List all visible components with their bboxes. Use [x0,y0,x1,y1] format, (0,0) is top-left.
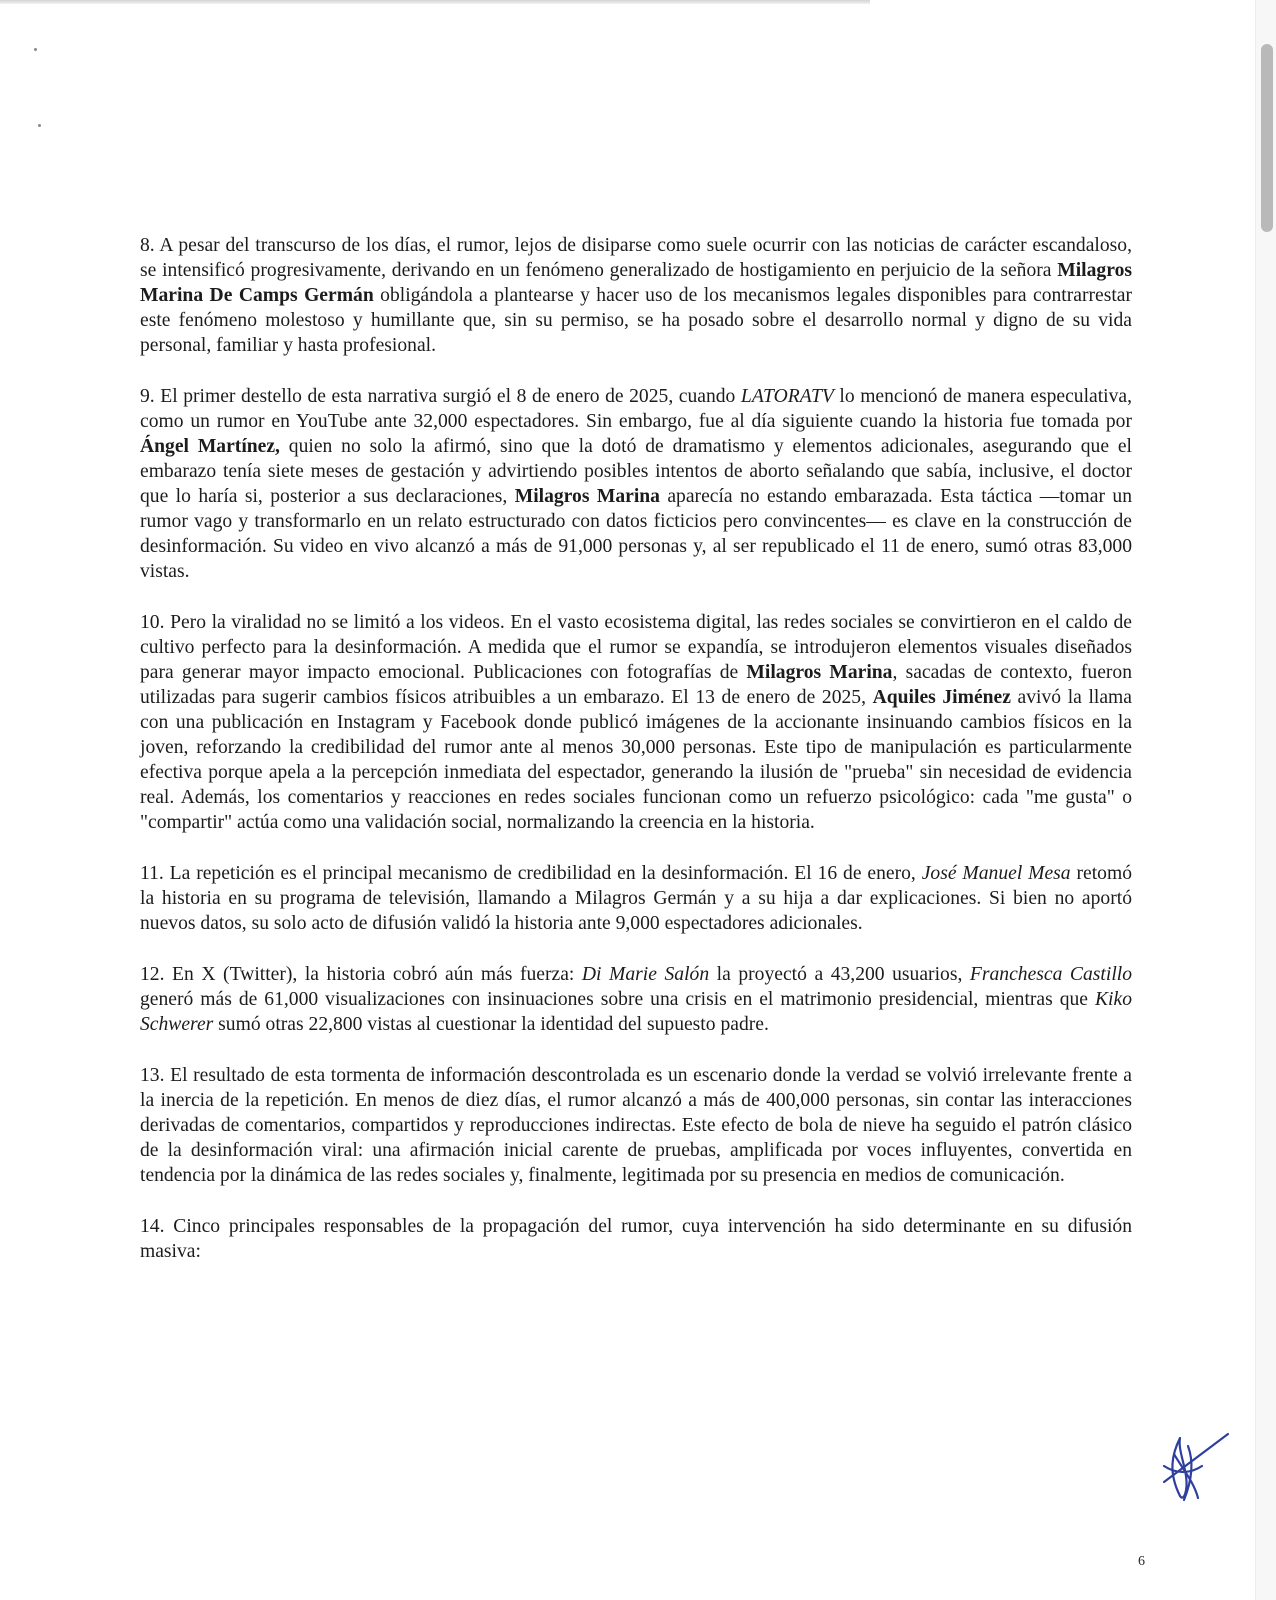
paragraph-text: obligándola a plantearse y hacer uso de los mecanismos legales disponibles para contrarrestar este fenómeno molestoso y humillante que, sin su permiso, se ha posado sobre el desarrollo normal y digno de su vida personal, familiar y hasta profesional. [140,285,1132,356]
scan-speck [38,124,41,127]
bold-text: Ángel Martínez, [140,436,280,457]
italic-text: José Manuel Mesa [921,863,1071,884]
paragraph-6 [140,1063,1132,1188]
paragraph-text: aparecía no estando embarazada. Esta táctica —tomar un rumor vago y transformarlo en un relato estructurado con datos ficticios pero convincentes— es clave en la construcción de desinformación. Su video en vivo alcanzó a más de 91,000 personas y, al ser republicado el 11 de enero, sumó otras 83,000 vistas. [140,486,1132,582]
scrollbar-thumb[interactable] [1261,44,1273,232]
paragraph-text: 10. Pero la viralidad no se limitó a los videos. En el vasto ecosistema digital, las redes sociales se convirtieron en el caldo de cultivo perfecto para la desinformación. A medida que el rumor se expandía, se introdujeron elementos visuales diseñados para generar mayor impacto emocional. Publicaciones con fotografías de [140,612,1132,683]
document-body [140,233,1132,1290]
bold-text: Milagros Marina [746,662,893,683]
top-edge-shadow [0,0,870,4]
paragraph-2 [140,384,1132,584]
paragraph-1 [140,233,1132,358]
paragraph-text: generó más de 61,000 visualizaciones con insinuaciones sobre una crisis en el matrimonio presidencial, mientras que [140,989,1095,1010]
paragraph-text: 11. La repetición es el principal mecanismo de credibilidad en la desinformación. El 16 de enero, [140,863,922,884]
paragraph-text: 13. El resultado de esta tormenta de información descontrolada es un escenario donde la verdad se volvió irrelevante frente a la inercia de la repetición. En menos de diez días, el rumor alcanzó a más de 400,000 personas, sin contar las interacciones derivadas de comentarios, compartidos y reproducciones indirectas. Este efecto de bola de nieve ha seguido el patrón clásico de la desinformación viral: una afirmación inicial carente de pruebas, amplificada por voces influyentes, convertida en tendencia por la dinámica de las redes sociales y, finalmente, legitimada por su presencia en medios de comunicación. [140,1065,1132,1186]
scan-speck [34,48,37,51]
handwritten-signature [1158,1428,1234,1508]
italic-text: LATORATV [740,386,834,407]
paragraph-text: avivó la llama con una publicación en Instagram y Facebook donde publicó imágenes de la accionante insinuando cambios físicos en la joven, reforzando la credibilidad del rumor ante al menos 30,000 personas. Este tipo de manipulación es particularmente efectiva porque apela a la percepción inmediata del espectador, generando la ilusión de "prueba" sin necesidad de evidencia real. Además, los comentarios y reacciones en redes sociales funcionan como un refuerzo psicológico: cada "me gusta" o "compartir" actúa como una validación social, normalizando la creencia en la historia. [140,687,1132,833]
italic-text: Kiko Schwerer [140,989,1132,1035]
italic-text: Di Marie Salón [581,964,710,985]
paragraph-text: , sacadas de contexto, fueron utilizadas para sugerir cambios físicos atribuibles a un embarazo. El 13 de enero de 2025, [140,662,1133,708]
paragraph-text: 14. Cinco principales responsables de la propagación del rumor, cuya intervención ha sido determinante en su difusión masiva: [140,1216,1132,1262]
paragraph-7 [140,1214,1132,1264]
bold-text: Aquiles Jiménez [872,687,1011,708]
paragraph-4 [140,861,1132,936]
paragraph-5 [140,962,1132,1037]
bold-text: Milagros Marina [514,486,660,507]
scrollbar-track[interactable] [1255,0,1276,1600]
paragraph-text: 8. A pesar del transcurso de los días, el rumor, lejos de disiparse como suele ocurrir con las noticias de carácter escandaloso, se intensificó progresivamente, derivando en un fenómeno generalizado de hostigamiento en perjuicio de la señora [140,235,1132,281]
paragraph-text: 12. En X (Twitter), la historia cobró aún más fuerza: [140,964,582,985]
paragraph-text: quien no solo la afirmó, sino que la dotó de dramatismo y elementos adicionales, asegurando que el embarazo tenía siete meses de gestación y advirtiendo posibles intentos de aborto señalando que sabía, inclusive, el doctor que lo haría si, posterior a sus declaraciones, [140,436,1132,507]
italic-text: Franchesca Castillo [969,964,1132,985]
page-number: 6 [1138,1554,1145,1569]
paragraph-3 [140,610,1132,835]
paragraph-text: la proyectó a 43,200 usuarios, [709,964,970,985]
paragraph-text: lo mencionó de manera especulativa, como un rumor en YouTube ante 32,000 espectadores. Sin embargo, fue al día siguiente cuando la historia fue tomada por [140,386,1132,432]
paragraph-text: retomó la historia en su programa de televisión, llamando a Milagros Germán y a su hija a dar explicaciones. Si bien no aportó nuevos datos, su solo acto de difusión validó la historia ante 9,000 espectadores adicionales. [140,863,1132,934]
paragraph-text: sumó otras 22,800 vistas al cuestionar la identidad del supuesto padre. [213,1014,769,1035]
paragraph-text: 9. El primer destello de esta narrativa surgió el 8 de enero de 2025, cuando [140,386,741,407]
bold-text: Milagros Marina De Camps Germán [140,260,1132,306]
